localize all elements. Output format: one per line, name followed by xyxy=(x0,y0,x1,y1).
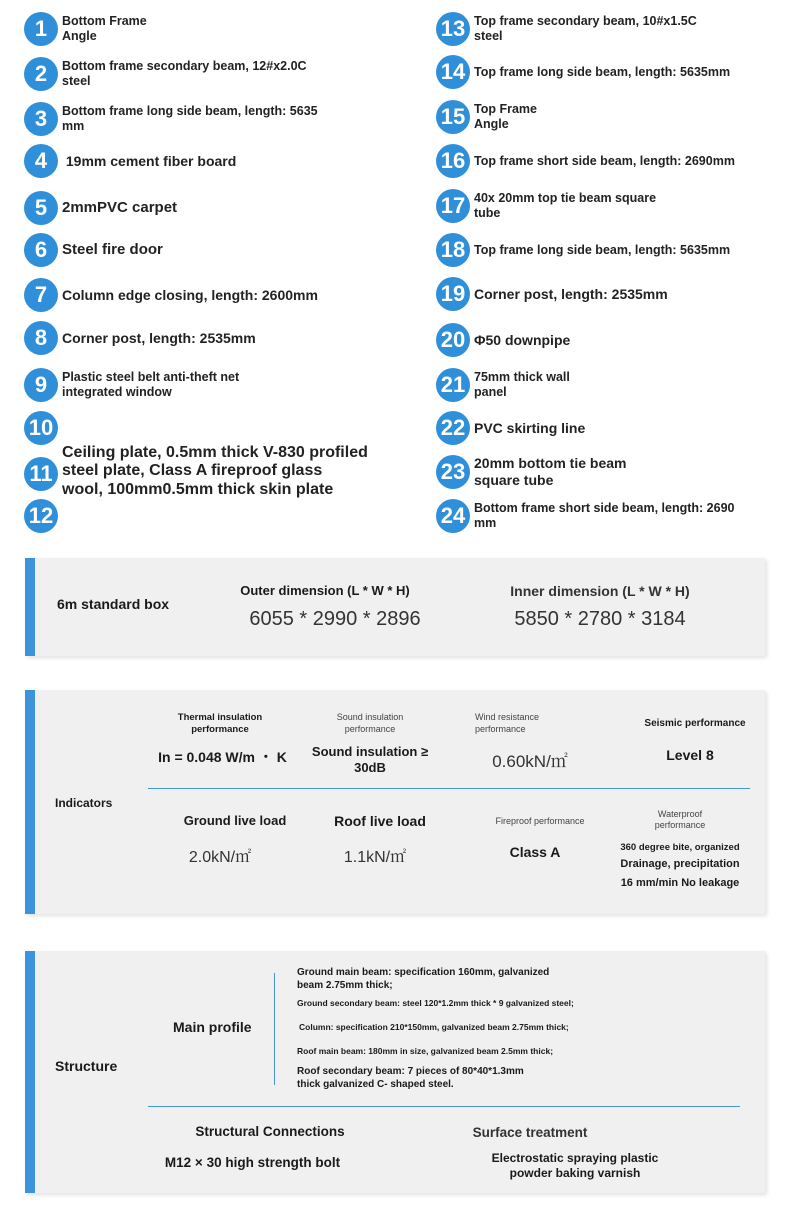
part-number: 1 xyxy=(24,12,58,46)
part-number: 21 xyxy=(436,368,470,402)
part-item-5 xyxy=(24,191,177,225)
part-item-14 xyxy=(436,55,730,89)
sound-title: Sound insulation performance xyxy=(336,712,404,734)
main-profile-line-1: Ground main beam: specification 160mm, galvanized beam 2.75mm thick; xyxy=(297,967,550,991)
fire-title: Fireproof performance xyxy=(495,816,585,826)
inner-dimension-title: Inner dimension (L * W * H) xyxy=(510,583,690,599)
part-label: 75mm thick wall panel xyxy=(474,370,570,399)
part-number: 11 xyxy=(24,457,58,491)
part-number: 2 xyxy=(24,57,58,91)
main-profile-divider xyxy=(274,973,275,1085)
part-item-6 xyxy=(24,233,163,267)
structure-divider xyxy=(148,1106,740,1107)
dimensions-panel xyxy=(25,558,765,656)
ground-load-value: 2.0kN/㎡ xyxy=(188,849,252,866)
part-label: Ceiling plate, 0.5mm thick V-830 profiled steel plate, Class A fireproof glass wool, 100mm0.5mm thick skin plate xyxy=(62,444,368,498)
part-number: 3 xyxy=(24,102,58,136)
inner-dimension-value: 5850 * 2780 * 3184 xyxy=(514,608,686,630)
surface-value: Electrostatic spraying plastic powder baking varnish xyxy=(491,1151,659,1180)
part-number: 13 xyxy=(436,12,470,46)
part-item-17 xyxy=(436,189,656,223)
part-label: 40x 20mm top tie beam square tube xyxy=(474,191,657,220)
part-number: 18 xyxy=(436,233,470,267)
part-number: 6 xyxy=(24,233,58,267)
part-number: 12 xyxy=(24,499,58,533)
parts-list xyxy=(0,0,790,540)
indicators-divider xyxy=(148,788,750,789)
part-number: 23 xyxy=(436,455,470,489)
part-item-15 xyxy=(436,100,537,134)
main-profile-line-4: Roof main beam: 180mm in size, galvanized beam 2.5mm thick; xyxy=(297,1046,554,1056)
part-label: 20mm bottom tie beam square tube xyxy=(474,455,627,488)
part-number: 8 xyxy=(24,321,58,355)
fire-value: Class A xyxy=(509,844,561,860)
waterproof-line-3: 16 mm/min No leakage xyxy=(620,877,740,889)
part-item-19 xyxy=(436,277,668,311)
part-item-18 xyxy=(436,233,730,267)
part-item-20 xyxy=(436,323,570,357)
part-item-8 xyxy=(24,321,256,355)
indicators-panel xyxy=(25,690,765,914)
part-number: 10 xyxy=(24,411,58,445)
waterproof-line-1: 360 degree bite, organized xyxy=(620,842,740,853)
part-item-2 xyxy=(24,57,307,91)
part-label: 2mmPVC carpet xyxy=(62,199,178,217)
part-item-3 xyxy=(24,102,318,136)
part-number: 5 xyxy=(24,191,58,225)
part-number: 4 xyxy=(24,144,58,178)
part-label: Corner post, length: 2535mm xyxy=(62,329,256,346)
structure-label: Structure xyxy=(55,1058,118,1074)
part-label: Column edge closing, length: 2600mm xyxy=(62,286,318,303)
part-number: 22 xyxy=(436,411,470,445)
roof-load-title: Roof live load xyxy=(334,813,426,829)
part-label: Steel fire door xyxy=(62,241,163,259)
part-item-4 xyxy=(24,144,236,178)
part-label: Plastic steel belt anti-theft net integrated window xyxy=(62,370,240,399)
thermal-title: Thermal insulation performance xyxy=(177,712,263,736)
part-label: Bottom frame long side beam, length: 5635 mm xyxy=(62,104,318,133)
ground-load-title: Ground live load xyxy=(183,813,287,828)
main-profile-line-2: Ground secondary beam: steel 120*1.2mm thick * 9 galvanized steel; xyxy=(297,998,574,1008)
part-label: Top frame short side beam, length: 2690mm xyxy=(474,153,735,168)
outer-dimension-title: Outer dimension (L * W * H) xyxy=(240,583,410,598)
part-label: Top Frame Angle xyxy=(474,102,537,131)
thermal-value: In = 0.048 W/m ・ K xyxy=(158,749,287,765)
part-item-21 xyxy=(436,368,570,402)
seismic-title: Seismic performance xyxy=(644,718,746,729)
part-label: 19mm cement fiber board xyxy=(62,152,237,169)
part-number: 15 xyxy=(436,100,470,134)
seismic-value: Level 8 xyxy=(666,747,714,763)
part-number: 19 xyxy=(436,277,470,311)
part-label: Top frame secondary beam, 10#x1.5C steel xyxy=(474,14,697,43)
part-item-13 xyxy=(436,12,697,46)
main-profile-line-3: Column: specification 210*150mm, galvanized beam 2.75mm thick; xyxy=(299,1022,569,1032)
waterproof-line-2: Drainage, precipitation xyxy=(620,858,740,870)
wind-title: Wind resistance performance xyxy=(475,712,540,734)
indicators-label: Indicators xyxy=(55,796,113,810)
part-item-7 xyxy=(24,278,318,312)
outer-dimension-value: 6055 * 2990 * 2896 xyxy=(249,608,421,630)
part-item-12 xyxy=(24,499,62,533)
part-label: Top frame long side beam, length: 5635mm xyxy=(474,64,731,79)
part-item-9 xyxy=(24,368,239,402)
part-label: Top frame long side beam, length: 5635mm xyxy=(474,242,731,257)
connections-title: Structural Connections xyxy=(195,1124,345,1139)
structure-panel xyxy=(25,951,765,1193)
part-label: Corner post, length: 2535mm xyxy=(474,285,668,302)
part-number: 9 xyxy=(24,368,58,402)
box-type-label: 6m standard box xyxy=(57,596,170,612)
part-item-24 xyxy=(436,499,734,533)
main-profile-line-5: Roof secondary beam: 7 pieces of 80*40*1.3mm thick galvanized C- shaped steel. xyxy=(297,1066,524,1090)
wind-value: 0.60kN/㎡ xyxy=(492,752,568,771)
roof-load-value: 1.1kN/㎡ xyxy=(343,849,407,866)
part-label: Bottom frame secondary beam, 12#x2.0C steel xyxy=(62,59,307,88)
part-label: Φ50 downpipe xyxy=(474,331,571,348)
part-label: PVC skirting line xyxy=(474,419,586,436)
part-item-16 xyxy=(436,144,735,178)
waterproof-title: Waterproof performance xyxy=(654,809,706,831)
part-item-1 xyxy=(24,12,147,46)
part-number: 16 xyxy=(436,144,470,178)
part-label: Bottom frame short side beam, length: 2690 mm xyxy=(474,501,735,530)
connections-value: M12 × 30 high strength bolt xyxy=(164,1155,341,1170)
part-item-22 xyxy=(436,411,585,445)
surface-title: Surface treatment xyxy=(472,1125,588,1140)
part-number: 20 xyxy=(436,323,470,357)
part-item-23 xyxy=(436,455,626,489)
part-item-10 xyxy=(24,411,62,445)
part-number: 17 xyxy=(436,189,470,223)
part-number: 7 xyxy=(24,278,58,312)
part-label: Bottom Frame Angle xyxy=(62,14,147,43)
part-item-11 xyxy=(24,444,368,499)
part-number: 24 xyxy=(436,499,470,533)
main-profile-title: Main profile xyxy=(173,1019,252,1035)
sound-value: Sound insulation ≥ 30dB xyxy=(311,744,429,776)
part-number: 14 xyxy=(436,55,470,89)
